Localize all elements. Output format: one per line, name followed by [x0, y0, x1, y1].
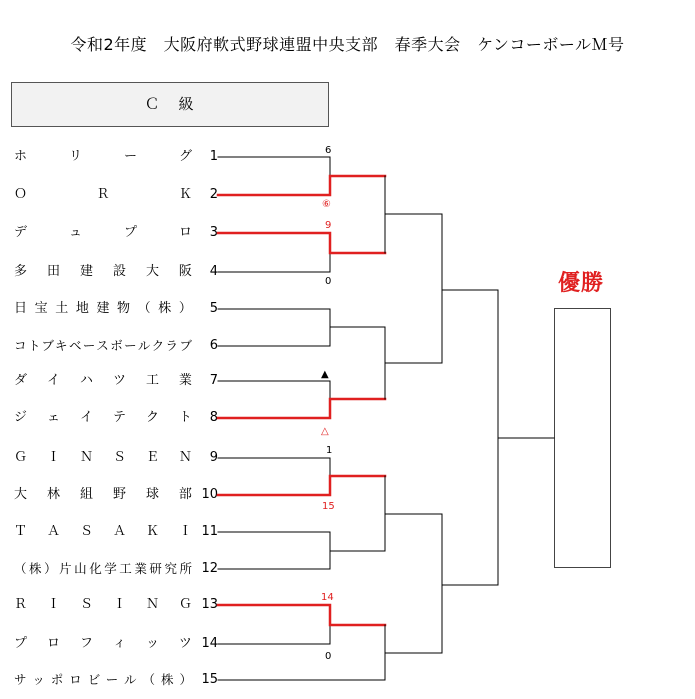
score-m4-bottom: △: [321, 426, 329, 437]
class-label: Ｃ 級: [144, 95, 196, 113]
team-name: ジ ェ イ テ ク ト: [14, 410, 192, 425]
page-title: 令和2年度 大阪府軟式野球連盟中央支部 春季大会 ケンコーボールＭ号: [70, 35, 625, 54]
team-name: Ｔ Ａ Ｓ Ａ Ｋ Ｉ: [14, 524, 192, 539]
team-name: プ ロ フ ィ ッ ツ: [14, 636, 192, 651]
team-seed: 9: [209, 450, 218, 465]
team-name: Ｏ Ｒ Ｋ: [14, 187, 192, 202]
score-m4-top: ▲: [321, 369, 329, 380]
team-name: 多 田 建 設 大 阪: [14, 264, 192, 279]
team-name: （株）片山化学工業研究所: [14, 561, 192, 576]
bracket-win-team-3: [218, 233, 385, 253]
team-seed: 5: [209, 301, 218, 316]
team-name: 日 宝 土 地 建 物 （ 株 ）: [14, 301, 192, 316]
team-name: デ ュ プ ロ: [14, 225, 192, 240]
champion-label: 優勝: [558, 271, 605, 296]
team-seed: 14: [201, 636, 218, 651]
team-seed: 2: [209, 187, 218, 202]
bracket-win-team-13: [218, 605, 385, 625]
team-seed: 10: [201, 487, 218, 502]
team-name: サッポロビール（株）: [14, 672, 192, 687]
score-m1-top: 6: [325, 145, 332, 156]
team-seed: 3: [209, 225, 218, 240]
team-seed: 12: [201, 561, 218, 576]
team-seed: 8: [209, 410, 218, 425]
team-name: Ｒ Ｉ Ｓ Ｉ Ｎ Ｇ: [14, 597, 192, 612]
score-m5-bottom: 15: [322, 501, 335, 512]
team-seed: 15: [201, 672, 218, 687]
score-m1-bottom: ⑥: [322, 199, 331, 210]
score-m2-bottom: 0: [325, 276, 332, 287]
team-seed: 7: [209, 373, 218, 388]
team-seed: 13: [201, 597, 218, 612]
score-m7-bottom: 0: [325, 651, 332, 662]
bracket-win-team-8: [218, 399, 385, 418]
team-name: ホ リ ー グ: [14, 149, 192, 164]
score-m5-top: 1: [326, 445, 333, 456]
team-seed: 1: [209, 149, 218, 164]
team-name: Ｇ Ｉ Ｎ Ｓ Ｅ Ｎ: [14, 450, 192, 465]
score-m2-top: 9: [325, 220, 332, 231]
team-name: ダ イ ハ ツ 工 業: [14, 373, 192, 388]
team-seed: 4: [209, 264, 218, 279]
score-m7-top: 14: [321, 592, 334, 603]
bracket-win-team-10: [218, 476, 385, 495]
team-seed: 11: [201, 524, 218, 539]
team-name: コトブキベースボールクラブ: [14, 338, 192, 353]
bracket-win-team-2: [218, 176, 385, 195]
team-name: 大 林 組 野 球 部: [14, 487, 192, 502]
team-seed: 6: [209, 338, 218, 353]
